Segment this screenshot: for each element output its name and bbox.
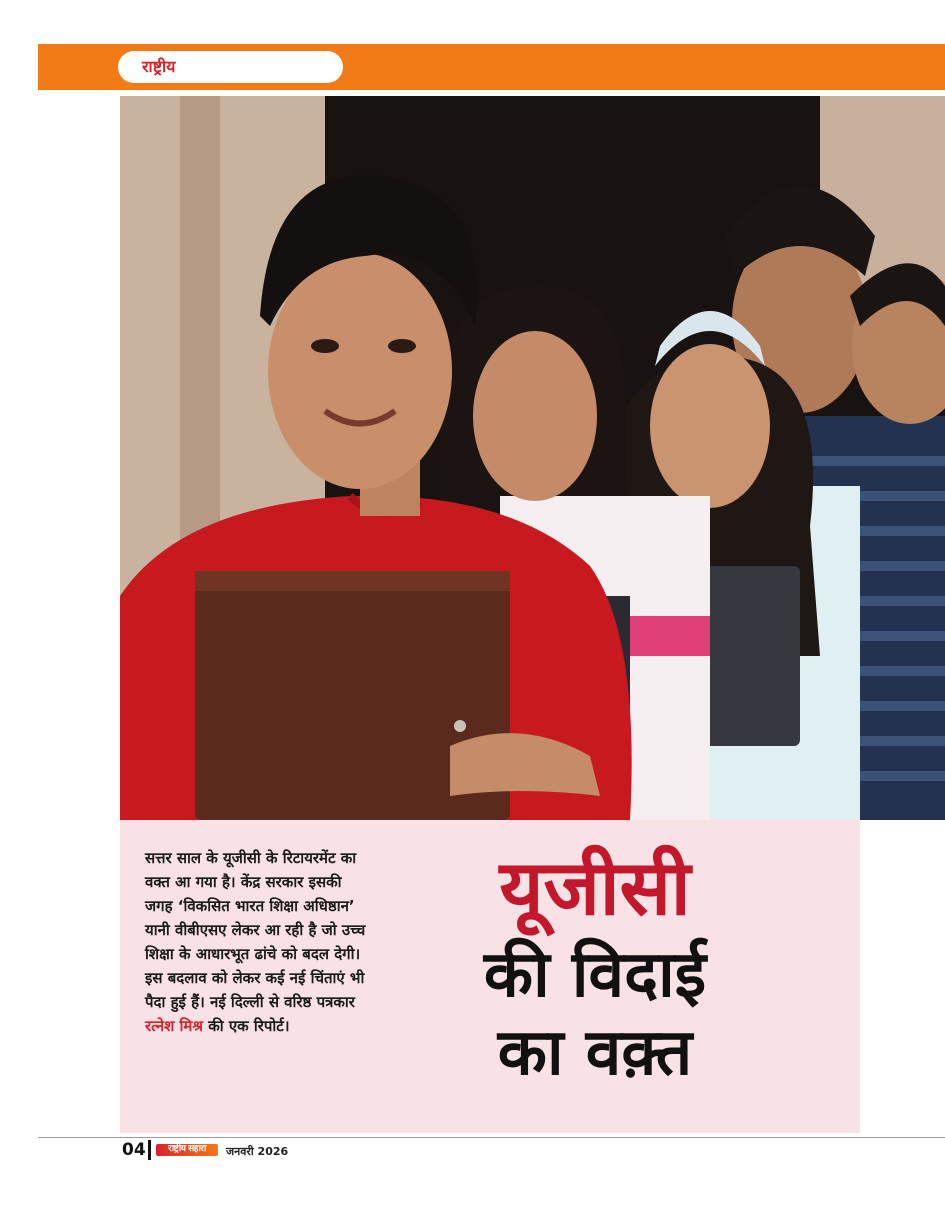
page-number: 04 <box>122 1140 146 1160</box>
footer-separator <box>148 1140 151 1160</box>
publication-logo <box>156 1144 218 1156</box>
issue-date: जनवरी 2026 <box>226 1145 289 1158</box>
intro-body: सत्तर साल के यूजीसी के रिटायरमेंट का वक्त आ गया है। केंद्र सरकार इसकी जगह ‘विकसित भारत शिक्षा अधिष्ठान’ यानी वीबीएसए लेकर आ रही है जो उच्च शिक्षा के आधारभूत ढांचे को बदल देगी। इस बदलाव को लेकर कई नई चिंताएं भी पैदा हुई हैं। नई दिल्ली से वरिष्ठ पत्रकार <box>145 849 366 1011</box>
intro-text <box>145 846 370 1038</box>
headline-line-3: का वक़्त <box>497 1016 693 1090</box>
section-label: राष्ट्रीय <box>142 57 176 76</box>
headline-line-2: की विदाई <box>483 938 707 1012</box>
section-tag <box>118 51 343 83</box>
lead-photo <box>120 96 945 820</box>
intro-tail: की एक रिपोर्ट। <box>208 1017 290 1035</box>
students-photo-illustration <box>120 96 945 820</box>
publication-logo-text: राष्ट्रीय सहारा <box>168 1144 206 1154</box>
author-name[interactable]: रत्नेश मिश्र <box>145 1017 203 1035</box>
headline-line-1: यूजीसी <box>499 843 691 932</box>
headline <box>400 840 790 1092</box>
footer-rule <box>38 1137 945 1138</box>
